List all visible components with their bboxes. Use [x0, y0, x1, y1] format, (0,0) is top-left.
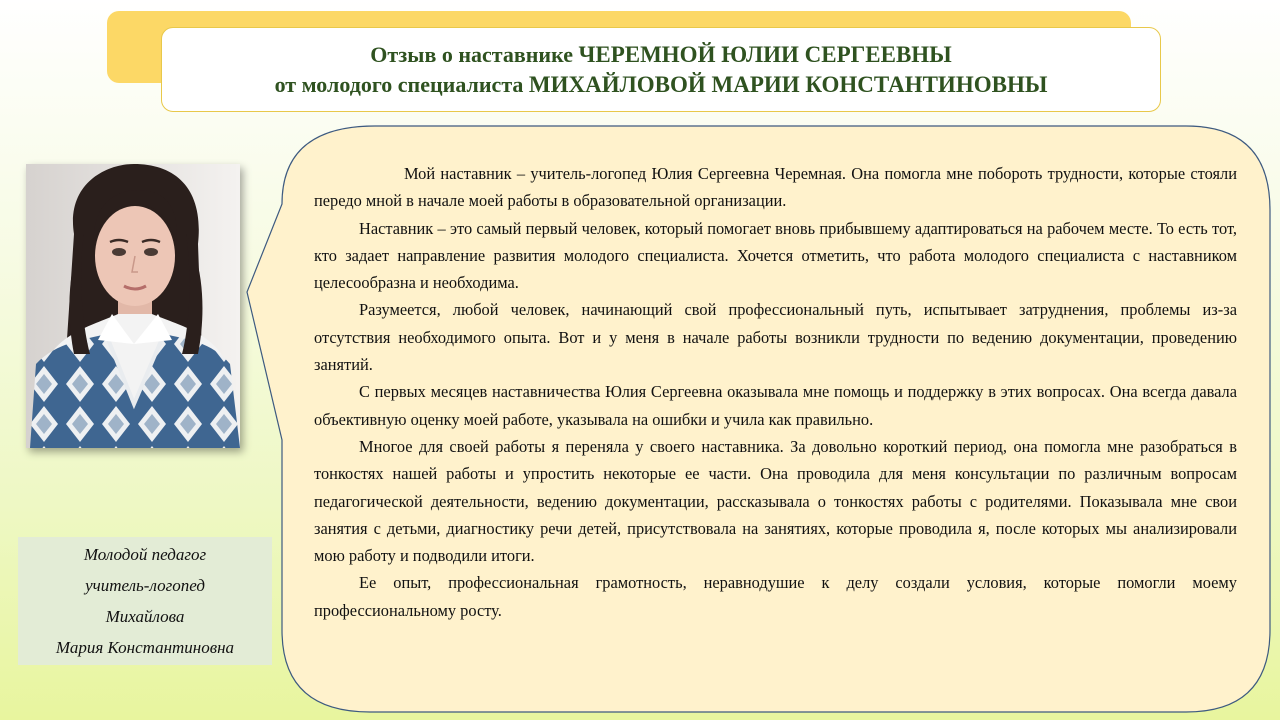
review-paragraph: Мой наставник – учитель-логопед Юлия Сергеевна Черемная. Она помогла мне побороть трудности, которые стояли передо мной в начале моей работы в образовательной организации.: [314, 164, 1237, 211]
review-paragraph: Наставник – это самый первый человек, который помогает вновь прибывшему адаптироваться на рабочем месте. То есть тот, кто задает направление развития молодого специалиста. Хочется отметить, что работа молодого специалиста с наставником целесообразна и необходима.: [314, 218, 1237, 293]
caption-given-name: Мария Константиновна: [55, 638, 235, 657]
review-paragraph: С первых месяцев наставничества Юлия Сергеевна оказывала мне помощь и поддержку в этих вопросах. Она всегда давала объективную оценку моей работе, указывала на ошибки и учила как правильно.: [314, 382, 1237, 429]
review-paragraph: Разумеется, любой человек, начинающий свой профессиональный путь, испытывает затруднения, проблемы из-за отсутствия необходимого опыта. Вот и у меня в начале работы возникли трудности по ведению документации, проведению занятий.: [314, 300, 1237, 375]
caption-surname: Михайлова: [105, 607, 185, 626]
caption-role: Молодой педагог: [83, 545, 207, 564]
title-prefix-2: от молодого специалиста: [274, 71, 529, 97]
title-prefix-1: Отзыв о наставнике: [370, 41, 579, 67]
specialist-name: МИХАЙЛОВОЙ МАРИИ КОНСТАНТИНОВНЫ: [528, 71, 1048, 97]
review-text: [314, 160, 1237, 685]
caption-position: учитель-логопед: [85, 576, 205, 595]
review-paragraph: Ее опыт, профессиональная грамотность, неравнодушие к делу создали условия, которые помогли моему профессиональному росту.: [314, 573, 1237, 620]
mentor-name: ЧЕРЕМНОЙ ЮЛИИ СЕРГЕЕВНЫ: [578, 41, 952, 67]
review-paragraph: Многое для своей работы я переняла у своего наставника. За довольно короткий период, она помогла мне разобраться в тонкостях нашей работы и упростить некоторые ее части. Она проводила для меня консультации по различным вопросам педагогической деятельности, ведению документации, рассказывала о тонкостях работы с родителями. Показывала мне свои занятия с детьми, диагностику речи детей, присутствовала на занятиях, которые проводила я, после которых мы анализировали мою работу и подводили итоги.: [314, 436, 1237, 566]
